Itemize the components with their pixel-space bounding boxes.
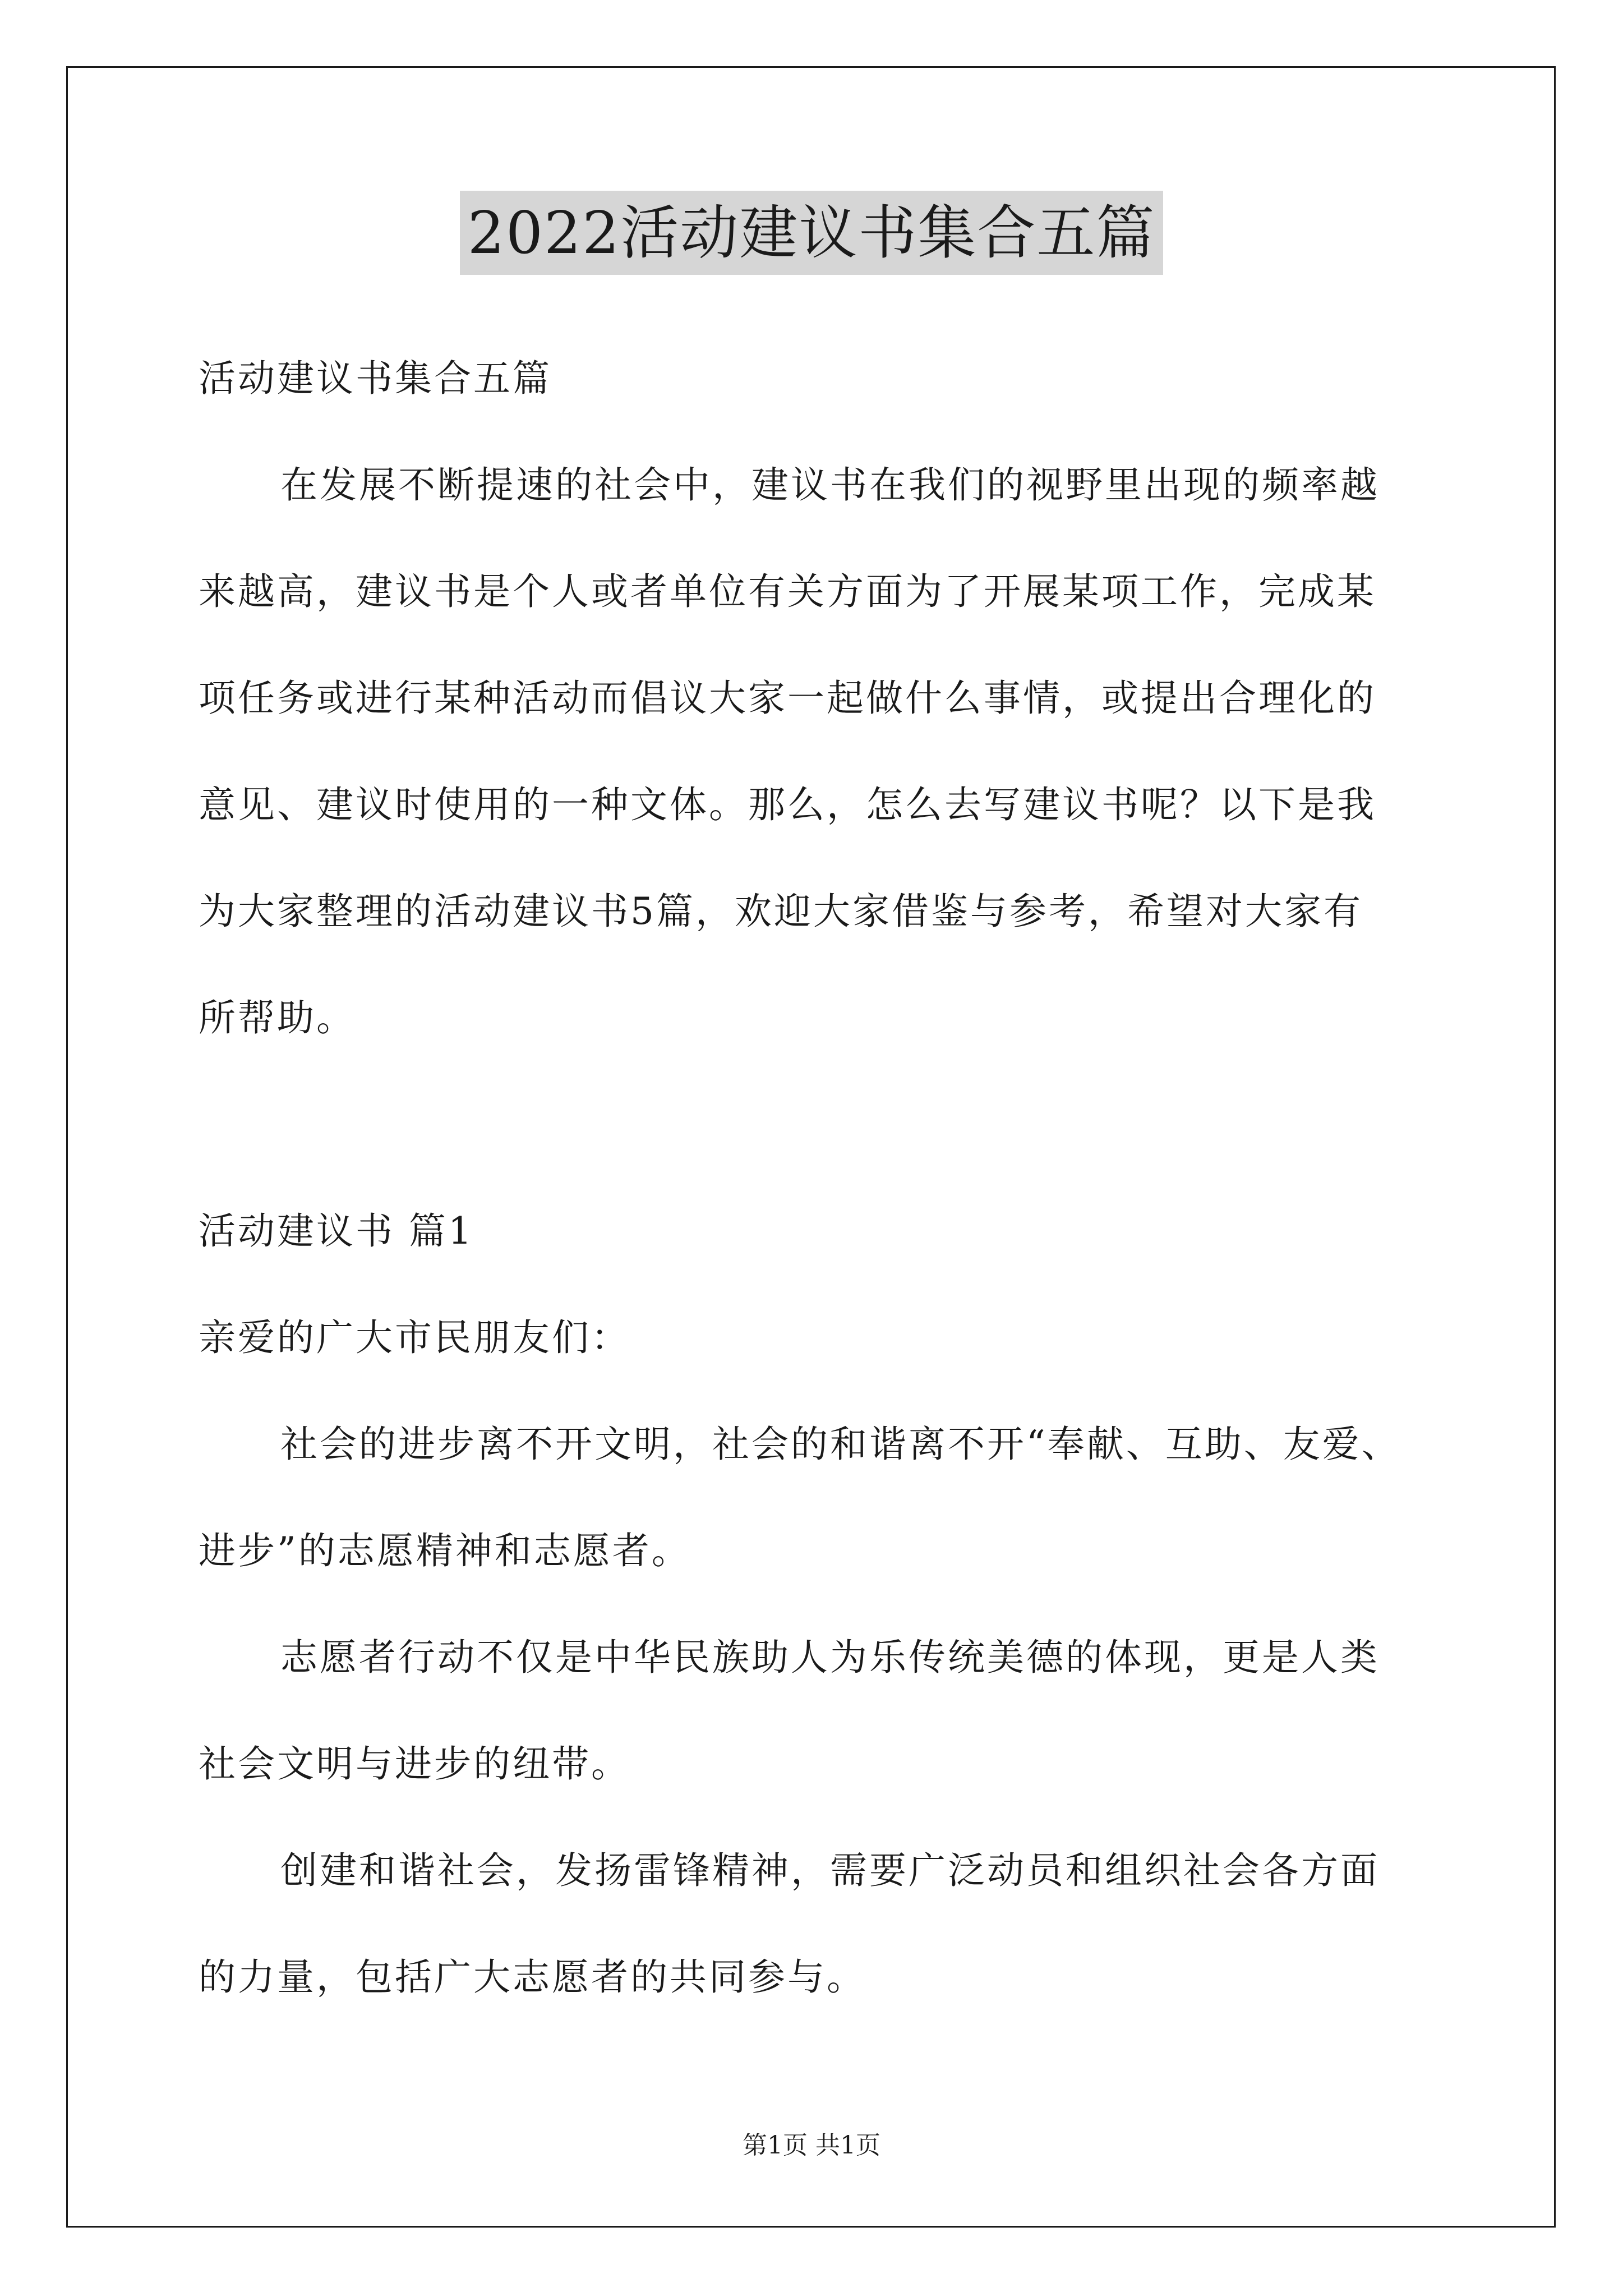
- intro-line-4: 意见、建议时使用的一种文体。那么，怎么去写建议书呢？以下是我: [199, 783, 1376, 826]
- intro-line-2: 来越高，建议书是个人或者单位有关方面为了开展某项工作，完成某: [199, 570, 1376, 613]
- section-heading: 活动建议书 篇1: [199, 1209, 474, 1253]
- title-container: [0, 191, 1623, 275]
- document-subtitle: 活动建议书集合五篇: [199, 357, 552, 400]
- page-number-footer: 第1页 共1页: [743, 2131, 880, 2160]
- intro-line-5: 为大家整理的活动建议书5篇，欢迎大家借鉴与参考，希望对大家有: [199, 890, 1363, 933]
- intro-line-6: 所帮助。: [199, 996, 356, 1039]
- body-line-3: 志愿者行动不仅是中华民族助人为乐传统美德的体现，更是人类: [280, 1636, 1380, 1679]
- body-line-6: 的力量，包括广大志愿者的共同参与。: [199, 1955, 866, 1999]
- intro-line-3: 项任务或进行某种活动而倡议大家一起做什么事情，或提出合理化的: [199, 677, 1376, 720]
- body-line-1: 社会的进步离不开文明，社会的和谐离不开“奉献、互助、友爱、: [280, 1423, 1401, 1466]
- document-title: 2022活动建议书集合五篇: [460, 191, 1164, 275]
- body-line-5: 创建和谐社会，发扬雷锋精神，需要广泛动员和组织社会各方面: [280, 1849, 1380, 1892]
- body-line-4: 社会文明与进步的纽带。: [199, 1742, 630, 1786]
- body-line-2: 进步”的志愿精神和志愿者。: [199, 1529, 691, 1572]
- salutation: 亲爱的广大市民朋友们：: [199, 1316, 630, 1359]
- intro-line-1: 在发展不断提速的社会中，建议书在我们的视野里出现的频率越: [280, 463, 1380, 507]
